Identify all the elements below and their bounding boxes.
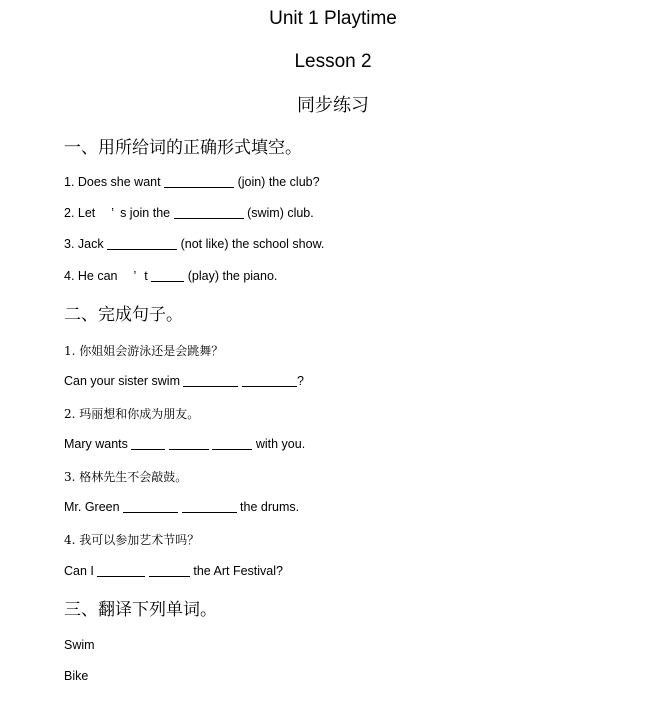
page-title: Unit 1 Playtime: [269, 8, 397, 29]
q-text: Can I: [64, 564, 94, 578]
answer-blank[interactable]: [97, 564, 145, 577]
answer-blank[interactable]: [242, 374, 297, 387]
q-text: the drums.: [240, 500, 300, 514]
q-text: (join) the club?: [237, 175, 320, 189]
q-text: Can your sister swim: [64, 374, 180, 388]
question-1-3: [64, 237, 324, 251]
section-2-heading: 二、完成句子。: [64, 305, 183, 325]
q-text: (swim) club.: [247, 206, 314, 220]
answer-blank[interactable]: [131, 437, 165, 450]
q-text: t: [144, 269, 148, 283]
q-text: Mary wants: [64, 437, 128, 451]
answer-blank[interactable]: [169, 437, 209, 450]
q-text: (play) the piano.: [187, 269, 278, 283]
answer-blank[interactable]: [149, 564, 190, 577]
q-text: s join the: [120, 206, 171, 220]
question-2-3-chinese: 3. 格林先生不会敲鼓。: [64, 470, 188, 484]
question-2-2-chinese: 2. 玛丽想和你成为朋友。: [64, 407, 200, 421]
page-subtitle: 同步练习: [297, 95, 369, 116]
q-text: 3. Jack: [64, 237, 104, 251]
q-text: with you.: [255, 437, 306, 451]
question-2-4: [64, 564, 283, 578]
q-text: 4. He can: [64, 269, 118, 283]
apostrophe: ’: [111, 206, 115, 220]
question-2-1: [64, 374, 304, 388]
word-item: Bike: [64, 669, 89, 683]
question-1-1: [64, 175, 320, 189]
q-text: 2. Let: [64, 206, 96, 220]
answer-blank[interactable]: [164, 175, 234, 188]
answer-blank[interactable]: [182, 500, 237, 513]
lesson-title: Lesson 2: [294, 51, 372, 72]
answer-blank[interactable]: [107, 237, 177, 250]
question-1-2: [64, 206, 314, 220]
answer-blank[interactable]: [174, 206, 244, 219]
word-item: Swim: [64, 638, 95, 652]
q-text: (not like) the school show.: [180, 237, 325, 251]
answer-blank[interactable]: [123, 500, 178, 513]
section-3-heading: 三、翻译下列单词。: [64, 600, 217, 620]
answer-blank[interactable]: [183, 374, 238, 387]
question-2-4-chinese: 4. 我可以参加艺术节吗？: [64, 533, 200, 547]
question-2-3: [64, 500, 299, 514]
q-text: Mr. Green: [64, 500, 120, 514]
question-2-2: [64, 437, 305, 451]
question-1-4: [64, 269, 277, 283]
answer-blank[interactable]: [151, 269, 184, 282]
q-text: 1. Does she want: [64, 175, 161, 189]
apostrophe: ’: [133, 269, 137, 283]
answer-blank[interactable]: [212, 437, 252, 450]
q-text: the Art Festival?: [193, 564, 283, 578]
section-1-heading: 一、用所给词的正确形式填空。: [64, 138, 302, 158]
q-text: ?: [296, 374, 304, 388]
question-2-1-chinese: 1. 你姐姐会游泳还是会跳舞？: [64, 344, 224, 358]
